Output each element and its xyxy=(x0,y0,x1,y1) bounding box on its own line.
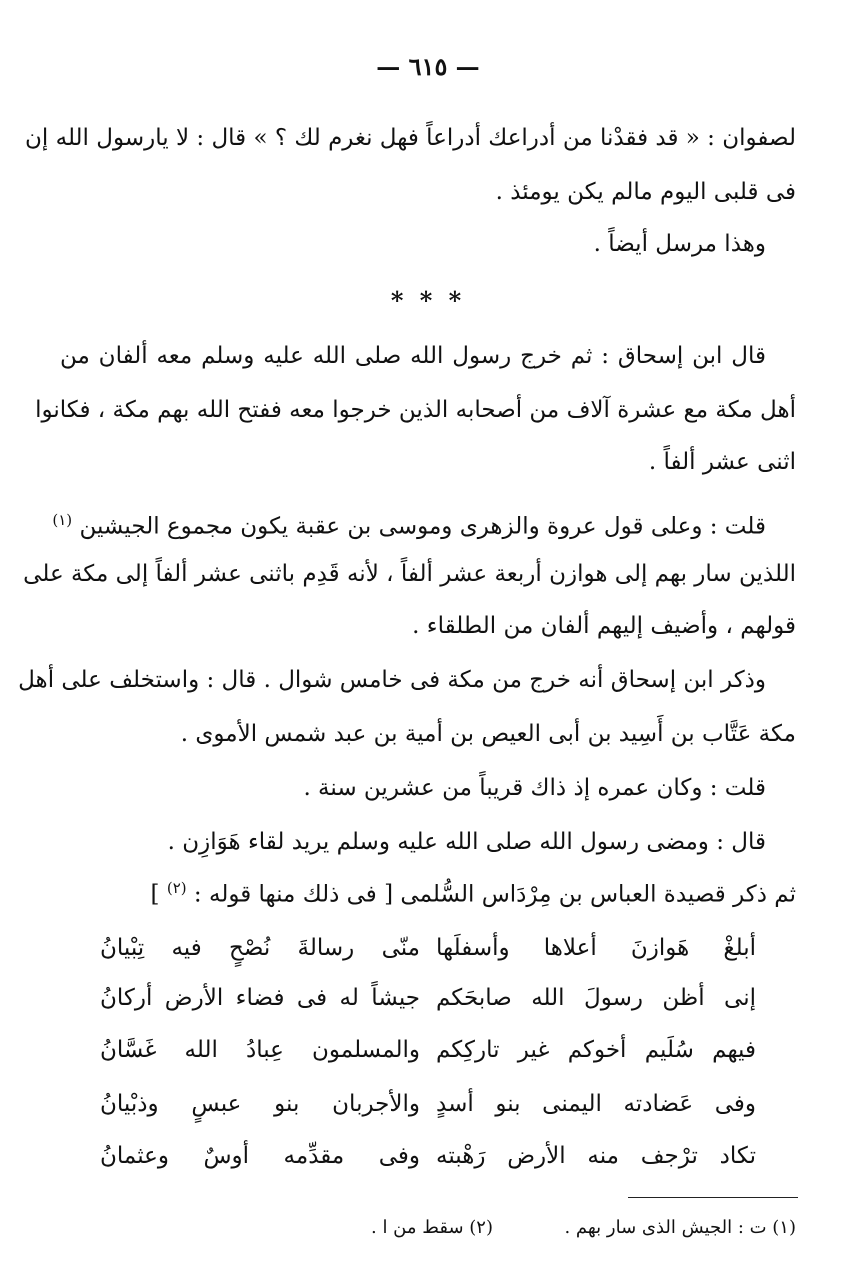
verse-second-hemistich: وفى مقدِّمه أوسٌ وعثمانُ xyxy=(100,1143,420,1169)
text-line-8: اللذين سار بهم إلى هوازن أربعة عشر ألفاً ، لأنه قَدِم باثنى عشر ألفاً إلى مكة على xyxy=(23,561,796,587)
verse-first-hemistich: إنى أظن رسولَ الله صابحَكم xyxy=(436,985,756,1011)
text-line-7 xyxy=(52,502,766,545)
text-line-9: قولهم ، وأضيف إليهم ألفان من الطلقاء . xyxy=(412,613,796,639)
text-line-10: وذكر ابن إسحاق أنه خرج من مكة فى خامس شوال . قال : واستخلف على أهل xyxy=(18,667,766,693)
verse-second-hemistich: جيشاً له فى فضاء الأرض أركانُ xyxy=(100,985,420,1011)
text-line-13: قال : ومضى رسول الله صلى الله عليه وسلم يريد لقاء هَوَازِن . xyxy=(167,829,766,855)
verse-first-hemistich: فيهم سُلَيم أخوكم غير تاركِكم xyxy=(436,1037,756,1063)
bracket-close: ] xyxy=(150,881,160,908)
page-number: — ٦١٥ — xyxy=(376,52,480,81)
text-line-6: اثنى عشر ألفاً . xyxy=(648,449,796,475)
verse-first-hemistich: وفى عَضادته اليمنى بنو أسدٍ xyxy=(436,1091,756,1117)
footnote-marker-2: (٢) xyxy=(166,879,187,897)
text-line-4: قال ابن إسحاق : ثم خرج رسول الله صلى الله عليه وسلم معه ألفان من xyxy=(60,343,766,369)
verse-second-hemistich: والأجربان بنو عبسٍ وذبْيانُ xyxy=(100,1091,420,1117)
verse-row xyxy=(60,1032,796,1072)
text-line-11: مكة عَتَّاب بن أَسِيد بن أبى العيص بن أمية بن عبد شمس الأموى . xyxy=(180,721,796,747)
section-separator: * * * xyxy=(390,286,466,315)
footnotes xyxy=(60,1214,796,1242)
verse-row xyxy=(60,1086,796,1126)
text-line-3: وهذا مرسل أيضاً . xyxy=(593,231,766,257)
text-line-14 xyxy=(60,870,796,913)
text-line-1: لصفوان : « قد فقدْنا من أدراعك أدراعاً فهل نغرم لك ؟ » قال : لا يارسول الله إن xyxy=(25,125,796,151)
verse-first-hemistich: تكاد ترْجف منه الأرض رَهْبته xyxy=(436,1143,756,1169)
verse-row xyxy=(60,1138,796,1178)
text-line-7-body: قلت : وعلى قول عروة والزهرى وموسى بن عقبة يكون مجموع الجيشين xyxy=(79,513,766,540)
footnote-marker-1: (١) xyxy=(52,511,73,529)
verse-row xyxy=(60,930,796,970)
text-line-14-body: ثم ذكر قصيدة العباس بن مِرْدَاس السُّلمى [ فى ذلك منها قوله : xyxy=(193,881,796,908)
footnote-rule xyxy=(628,1197,798,1198)
text-line-5: أهل مكة مع عشرة آلاف من أصحابه الذين خرجوا معه ففتح الله بهم مكة ، فكانوا xyxy=(35,397,796,423)
verse-second-hemistich: والمسلمون عِبادُ الله غَسَّانُ xyxy=(100,1037,420,1063)
verse-second-hemistich: منّى رسالةَ نُصْحٍ فيه تِبْيانُ xyxy=(100,935,420,961)
text-line-12: قلت : وكان عمره إذ ذاك قريباً من عشرين سنة . xyxy=(303,775,766,801)
footnote-1: (١) ت : الجيش الذى سار بهم . xyxy=(564,1217,796,1238)
text-line-2: فى قلبى اليوم مالم يكن يومئذ . xyxy=(495,179,796,205)
verse-row xyxy=(60,980,796,1020)
verse-first-hemistich: أبلغْ هَوازنَ أعلاها وأسفلَها xyxy=(436,935,756,961)
footnote-2: (٢) سقط من ا . xyxy=(371,1217,493,1238)
